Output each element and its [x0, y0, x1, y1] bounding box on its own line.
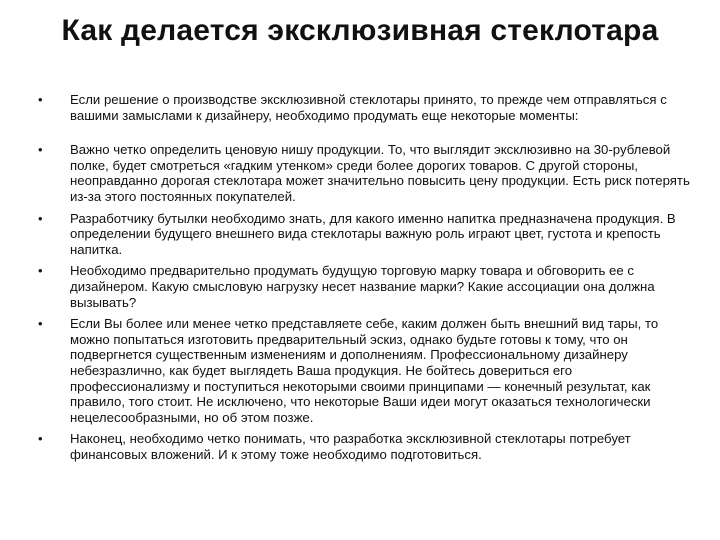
bullet-dot-icon: •	[38, 142, 43, 158]
bullet-item	[38, 316, 690, 425]
bullet-item	[38, 142, 690, 204]
bullet-dot-icon: •	[38, 263, 43, 279]
bullet-text: Важно четко определить ценовую нишу продукции. То, что выглядит эксклюзивно на 30-рублевой полке, будет смотреться «гадким утенком» среди более дорогих товаров. С другой стороны, неоправданно дорогая стеклотара может значительно повысить цену продукции. Есть риск потерять из-за этого постоянных покупателей.	[70, 142, 690, 204]
bullet-item	[38, 431, 690, 462]
bullet-dot-icon: •	[38, 92, 43, 107]
bullet-dot-icon: •	[38, 210, 43, 226]
bullet-text: Необходимо предварительно продумать будущую торговую марку товара и обговорить ее с дизайнером. Какую смысловую нагрузку несет название марки? Какие ассоциации она должна вызывать?	[70, 263, 655, 310]
bullet-item	[38, 263, 690, 310]
bullet-list	[38, 92, 690, 462]
bullet-text: Разработчику бутылки необходимо знать, для какого именно напитка предназначена продукция. В определении будущего внешнего вида стеклотары важную роль играют цвет, густота и крепость напитка.	[70, 210, 676, 257]
slide-title: Как делается эксклюзивная стеклотара	[61, 14, 659, 47]
bullet-text: Если Вы более или менее четко представляете себе, каким должен быть внешний вид тары, то можно попытаться изготовить предварительный эскиз, однако будьте готовы к тому, что он подвергнется существенным изменениям и дополнениям. Профессиональному дизайнеру небезразлично, как будет выглядеть Ваша продукция. Не бойтесь довериться его профессионализму и поступиться некоторыми своими принципами — конечный результат, как правило, того стоит. Не исключено, что некоторые Ваши идеи могут оказаться технологически нецелесообразными, но об этом позже.	[70, 316, 659, 425]
bullet-text: Если решение о производстве эксклюзивной стеклотары принято, то прежде чем отправляться с вашими замыслами к дизайнеру, необходимо продумать еще некоторые моменты:	[70, 92, 667, 123]
bullet-dot-icon: •	[38, 316, 43, 332]
bullet-item	[38, 92, 690, 123]
bullet-dot-icon: •	[38, 431, 43, 447]
bullet-text: Наконец, необходимо четко понимать, что разработка эксклюзивной стеклотары потребует финансовых вложений. И к этому тоже необходимо подготовиться.	[70, 431, 631, 462]
bullet-item	[38, 211, 690, 258]
